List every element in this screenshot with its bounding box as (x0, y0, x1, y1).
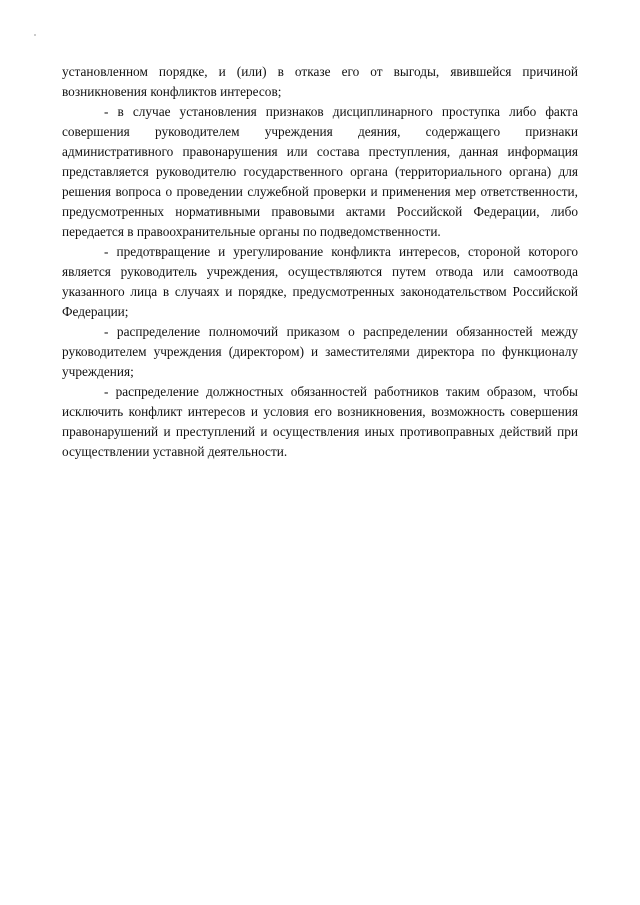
document-body (62, 62, 578, 462)
paragraph-disciplinary-offense: - в случае установления признаков дисциплинарного проступка либо факта совершения руководителем учреждения деяния, содержащего признаки административного правонарушения или состава преступления, данная информация представляется руководителю государственного органа (территориального органа) для решения вопроса о проведении служебной проверки и применения мер ответственности, предусмотренных нормативными правовыми актами Российской Федерации, либо передается в правоохранительные органы по подведомственности. (62, 104, 578, 239)
paragraph-authority-distribution: - распределение полномочий приказом о распределении обязанностей между руководителем учреждения (директором) и заместителями директора по функционалу учреждения; (62, 324, 578, 379)
paragraph-conflict-prevention: - предотвращение и урегулирование конфликта интересов, стороной которого является руководитель учреждения, осуществляются путем отвода или самоотвода указанного лица в случаях и порядке, предусмотренных законодательством Российской Федерации; (62, 244, 578, 319)
scan-dot (34, 34, 36, 36)
paragraph-continuation: установленном порядке, и (или) в отказе его от выгоды, явившейся причиной возникновения конфликтов интересов; (62, 64, 578, 99)
paragraph-duties-distribution: - распределение должностных обязанностей работников таким образом, чтобы исключить конфликт интересов и условия его возникновения, возможность совершения правонарушений и преступлений и осуществления иных противоправных действий при осуществлении уставной деятельности. (62, 384, 578, 459)
